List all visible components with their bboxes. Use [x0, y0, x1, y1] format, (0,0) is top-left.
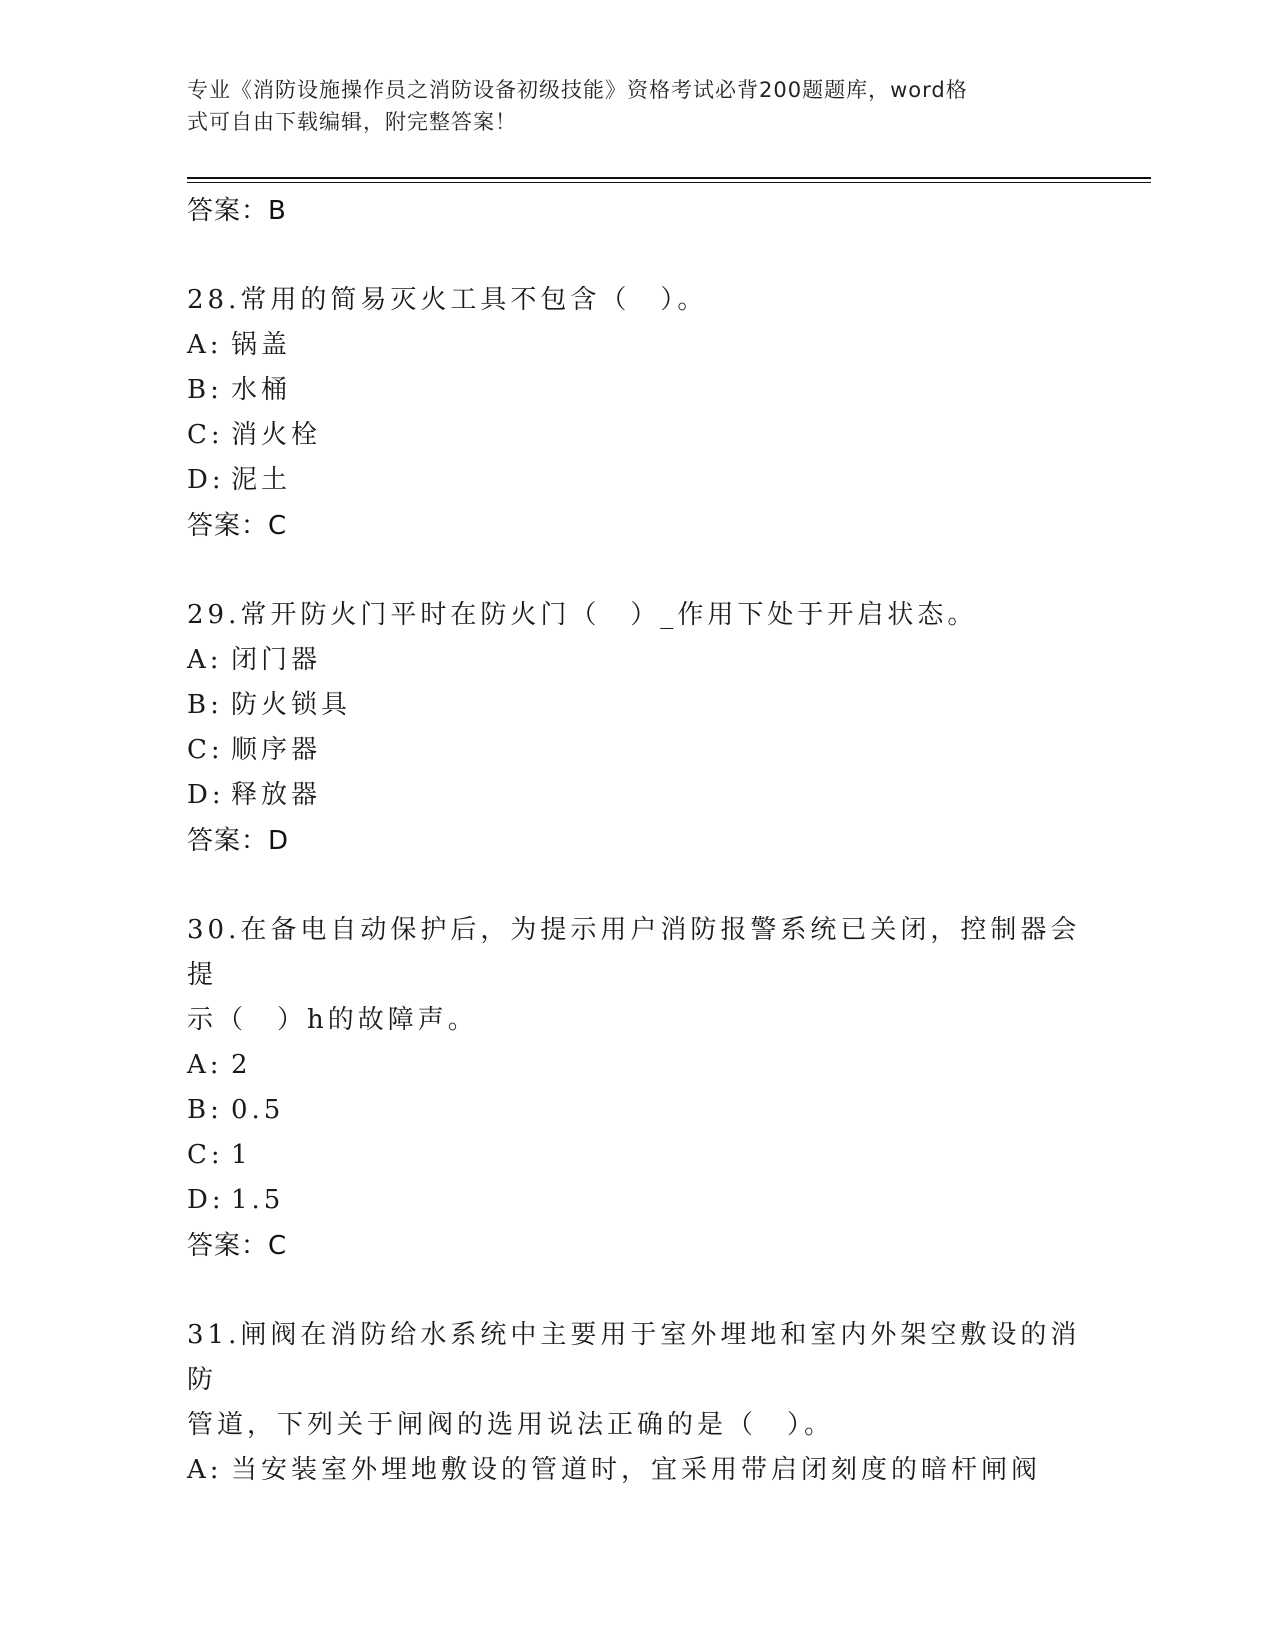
option-d: [187, 1178, 1087, 1223]
spacer: [187, 1269, 1087, 1313]
spacer: [187, 549, 1087, 593]
answer-line: 答案：D: [187, 826, 290, 856]
header-divider-thick: [187, 177, 1151, 179]
option-letter: B:: [187, 690, 223, 720]
question-list: [187, 188, 1087, 1493]
option-d: [187, 458, 1087, 503]
header-line-1: 专业《消防设施操作员之消防设备初级技能》资格考试必背200题题库，word格: [187, 78, 968, 102]
option-text: 顺序器: [231, 735, 322, 765]
option-text: 2: [231, 1050, 252, 1080]
option-letter: A:: [187, 1050, 223, 1080]
option-letter: A:: [187, 330, 223, 360]
option-text: 防火锁具: [231, 690, 352, 720]
question-stem: 28.常用的简易灭火工具不包含（ ）。: [187, 285, 708, 315]
option-letter: C:: [187, 735, 224, 765]
option-text: 0.5: [231, 1095, 285, 1125]
option-b: [187, 683, 1087, 728]
option-letter: A:: [187, 645, 223, 675]
question-block: [187, 593, 1087, 864]
option-letter: B:: [187, 1095, 223, 1125]
option-text: 消火栓: [231, 420, 322, 450]
option-text: 1: [231, 1140, 252, 1170]
page-header: [187, 74, 1067, 138]
option-a: [187, 1043, 1087, 1088]
option-letter: C:: [187, 420, 224, 450]
option-text: 闭门器: [231, 645, 322, 675]
option-text: 水桶: [231, 375, 292, 405]
option-letter: D:: [187, 1185, 225, 1215]
option-a: [187, 1448, 1087, 1493]
option-letter: D:: [187, 780, 225, 810]
option-text: 1.5: [231, 1185, 285, 1215]
option-d: [187, 773, 1087, 818]
header-line-2: 式可自由下载编辑，附完整答案！: [187, 110, 517, 134]
option-letter: C:: [187, 1140, 224, 1170]
option-letter: A:: [187, 1455, 223, 1485]
option-text: 释放器: [231, 780, 322, 810]
spacer: [187, 234, 1087, 278]
previous-answer: 答案：B: [187, 196, 287, 226]
answer-line: 答案：C: [187, 511, 288, 541]
option-a: [187, 323, 1087, 368]
question-block: [187, 1313, 1087, 1493]
question-stem-line-2: 管道，下列关于闸阀的选用说法正确的是（ ）。: [187, 1410, 835, 1440]
question-block: [187, 278, 1087, 549]
option-c: [187, 728, 1087, 773]
option-letter: D:: [187, 465, 225, 495]
option-text: 锅盖: [231, 330, 292, 360]
option-c: [187, 413, 1087, 458]
option-b: [187, 1088, 1087, 1133]
question-stem-line-1: 30.在备电自动保护后，为提示用户消防报警系统已关闭，控制器会提: [187, 915, 1081, 990]
option-c: [187, 1133, 1087, 1178]
question-stem-line-2: 示（ ）h的故障声。: [187, 1005, 478, 1035]
question-stem: 29.常开防火门平时在防火门（ ）_作用下处于开启状态。: [187, 600, 978, 630]
question-stem-line-1: 31.闸阀在消防给水系统中主要用于室外埋地和室内外架空敷设的消防: [187, 1320, 1081, 1395]
header-divider-thin: [187, 182, 1151, 183]
question-block: [187, 908, 1087, 1269]
answer-line: 答案：C: [187, 1231, 288, 1261]
spacer: [187, 864, 1087, 908]
option-text: 当安装室外埋地敷设的管道时，宜采用带启闭刻度的暗杆闸阀: [231, 1455, 1042, 1485]
option-a: [187, 638, 1087, 683]
option-letter: B:: [187, 375, 223, 405]
option-b: [187, 368, 1087, 413]
option-text: 泥土: [231, 465, 292, 495]
